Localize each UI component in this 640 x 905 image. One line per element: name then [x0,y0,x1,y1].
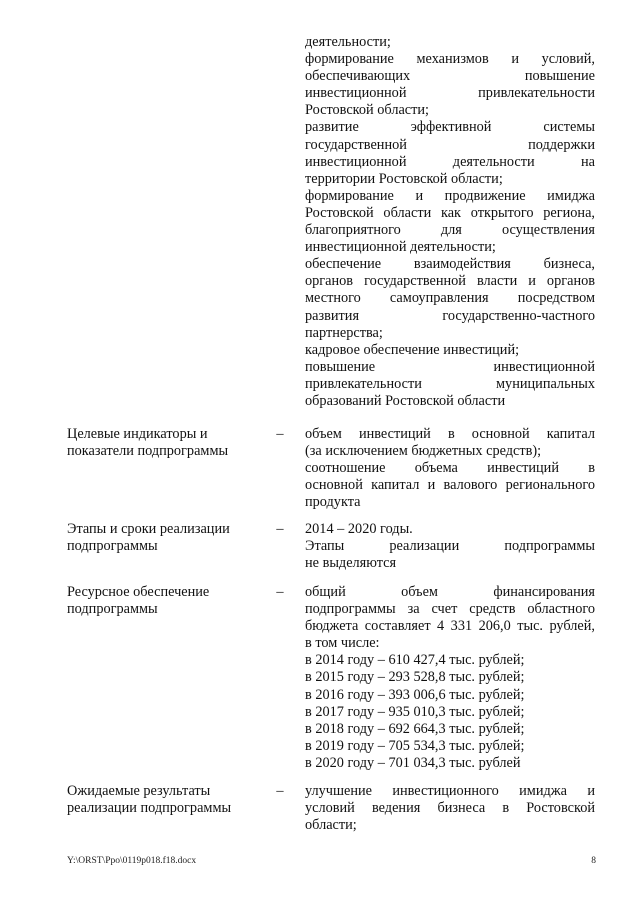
footer-file-path: Y:\ORST\Ppo\0119p018.f18.docx [67,856,197,866]
text-line: продукта [305,494,361,511]
text-line: повышение инвестиционной [305,358,595,375]
label-line: подпрограммы [67,601,158,618]
text-line: образований Ростовской области [305,392,506,409]
text-line: формирование и продвижение имиджа [305,187,595,204]
text-line: в 2019 году – 705 534,3 тыс. рублей; [305,737,525,754]
text-line: инвестиционной деятельности на [305,153,595,170]
label-line: Ресурсное обеспечение [67,584,210,600]
text-line: развитие эффективной системы [305,119,595,136]
text-line: инвестиционной привлекательности [305,85,595,102]
label-line: Ожидаемые результаты [67,783,211,799]
text-line: общий объем финансирования [305,584,595,600]
text-line: области; [305,817,357,834]
text-line: Ростовской области как открытого региона, [305,204,595,221]
text-line: деятельности; [305,34,391,50]
label-line: Этапы и сроки реализации [67,521,230,537]
section-dash: – [276,426,284,442]
text-line: объем инвестиций в основной капитал [305,426,595,442]
continuation-text [305,34,595,410]
text-line: в 2015 году – 293 528,8 тыс. рублей; [305,669,525,686]
text-line: привлекательности муниципальных [305,375,595,392]
label-line: подпрограммы [67,538,158,555]
text-line: основной капитал и валового регионального [305,477,595,494]
label-line: Целевые индикаторы и [67,426,208,442]
text-line: соотношение объема инвестиций в [305,460,595,477]
text-line: 2014 – 2020 годы. [305,521,413,537]
text-line: Ростовской области; [305,102,430,119]
text-line: обеспечение взаимодействия бизнеса, [305,256,595,273]
text-line: государственной поддержки [305,136,595,153]
text-line: условий ведения бизнеса в Ростовской [305,800,595,817]
text-line: органов государственной власти и органов [305,273,595,290]
label-line: показатели подпрограммы [67,443,229,460]
text-line: партнерства; [305,324,383,341]
section-content-stages [305,521,595,572]
section-dash: – [276,783,284,799]
text-line: подпрограммы за счет средств областного [305,601,595,618]
text-line: Этапы реализации подпрограммы [305,538,595,555]
text-line: в 2016 году – 393 006,6 тыс. рублей; [305,686,525,703]
section-dash: – [276,521,284,537]
section-content-results [305,783,595,834]
text-line: обеспечивающих повышение [305,68,595,85]
text-line: бюджета составляет 4 331 206,0 тыс. рублей, [305,618,595,635]
text-line: в 2017 году – 935 010,3 тыс. рублей; [305,703,525,720]
section-content-resources [305,584,595,772]
label-line: реализации подпрограммы [67,800,232,817]
text-line: не выделяются [305,555,397,572]
text-line: кадровое обеспечение инвестиций; [305,341,520,358]
text-line: благоприятного для осуществления [305,222,595,239]
section-dash: – [276,584,284,600]
section-label-stages [67,521,272,555]
text-line: улучшение инвестиционного имиджа и [305,783,595,799]
text-line: (за исключением бюджетных средств); [305,443,542,460]
section-content-indicators [305,426,595,511]
text-line: в 2020 году – 701 034,3 тыс. рублей [305,754,521,771]
text-line: формирование механизмов и условий, [305,51,595,68]
text-line: в 2018 году – 692 664,3 тыс. рублей; [305,720,525,737]
text-line: в 2014 году – 610 427,4 тыс. рублей; [305,652,525,669]
text-line: в том числе: [305,635,380,652]
section-label-indicators [67,426,272,460]
footer-page-number: 8 [591,856,596,866]
text-line: развития государственно-частного [305,307,595,324]
text-line: инвестиционной деятельности; [305,239,496,256]
text-line: территории Ростовской области; [305,170,503,187]
text-line: местного самоуправления посредством [305,290,595,307]
section-label-resources [67,584,272,618]
section-label-results [67,783,272,817]
